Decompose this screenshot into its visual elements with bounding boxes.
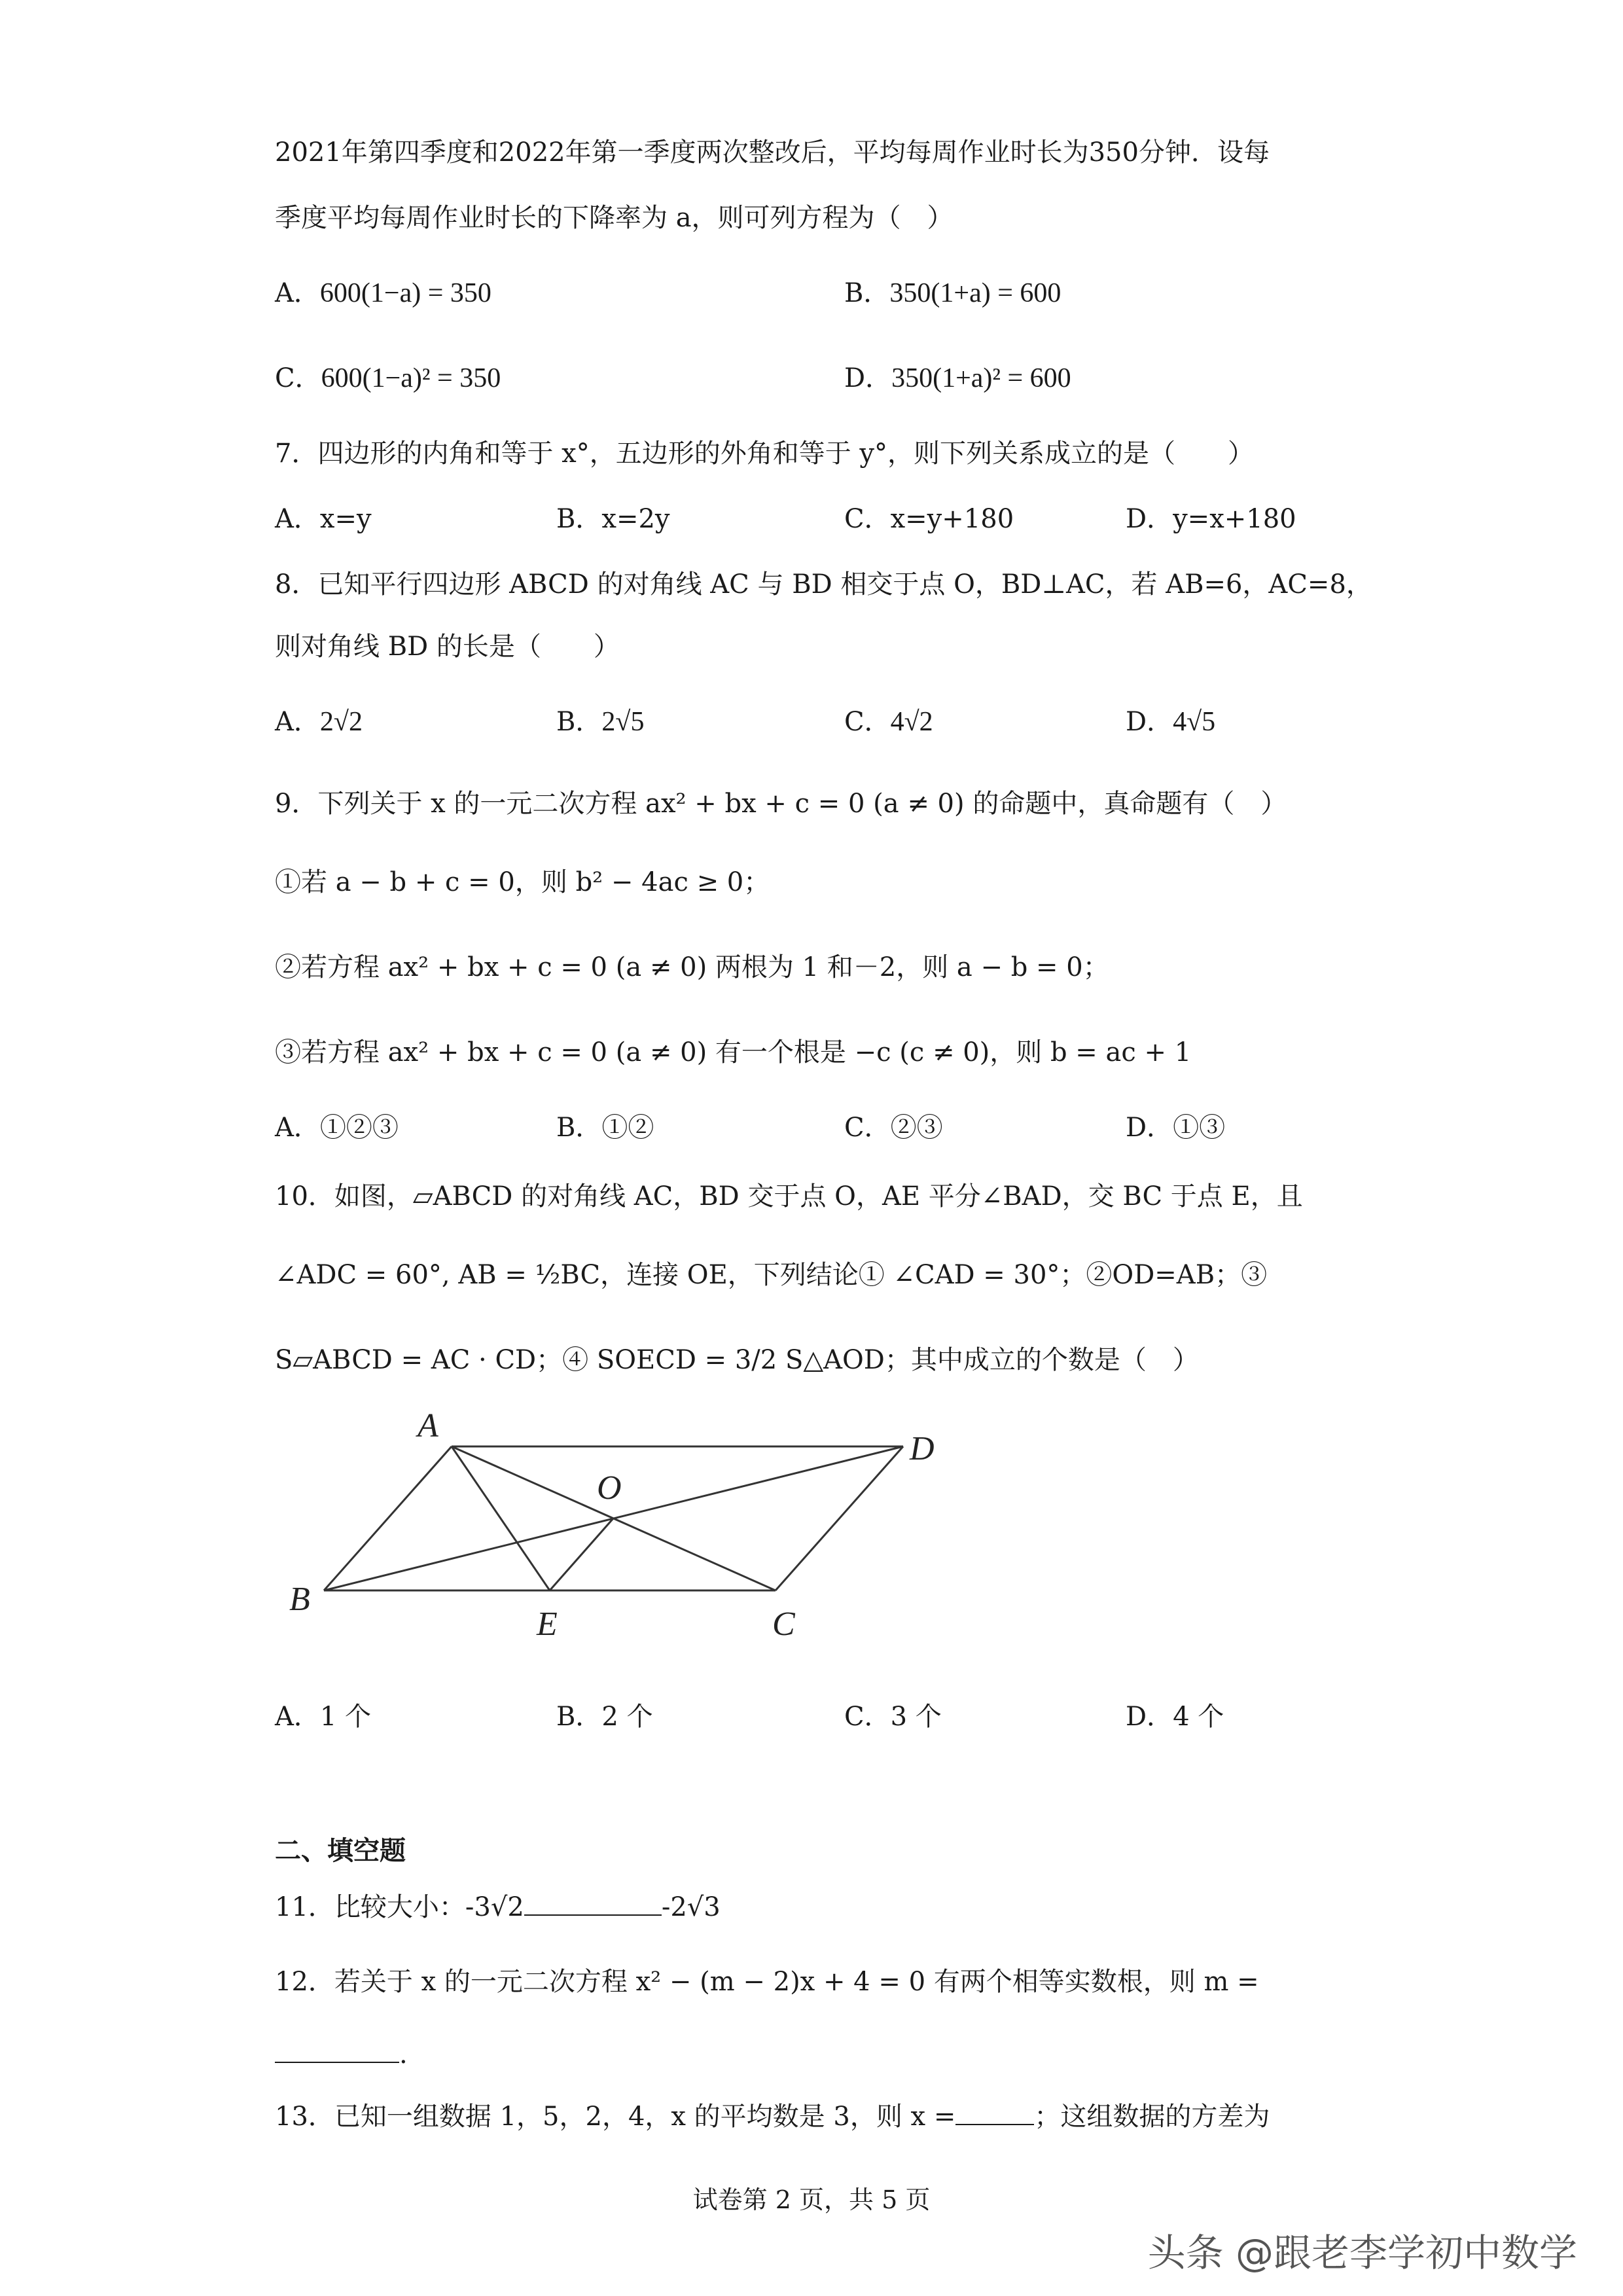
label-a: A <box>418 1407 438 1444</box>
q9-option-a <box>275 1109 399 1146</box>
option-label: C． <box>275 363 321 393</box>
q9-option-b <box>556 1109 654 1146</box>
option-expr: 1 个 <box>319 1702 372 1732</box>
option-expr: 4√2 <box>890 707 933 737</box>
q9-stem: 9．下列关于 x 的一元二次方程 ax² + bx + c = 0 (a ≠ 0) 的命题中，真命题有（ ） <box>275 789 1287 819</box>
q13 <box>275 2098 1270 2135</box>
option-expr: x=2y <box>601 504 670 534</box>
option-label: B． <box>556 504 602 534</box>
option-expr: 350(1+a) = 600 <box>889 278 1061 308</box>
q9-option-c <box>844 1109 943 1146</box>
q8-line2: 则对角线 BD 的长是（ ） <box>275 632 620 662</box>
option-label: D． <box>1126 1702 1173 1732</box>
q10-option-b <box>556 1698 653 1735</box>
segment-oe <box>550 1518 613 1590</box>
q7-option-a <box>275 501 372 537</box>
option-label: A． <box>275 1113 320 1143</box>
label-d: D <box>910 1430 935 1467</box>
q10-line3: S▱ABCD = AC · CD；④ SOECD = 3/2 S△AOD；其中成立的个数是（ ） <box>275 1345 1199 1375</box>
q13-right: ；这组数据的方差为 <box>1034 2102 1270 2132</box>
q6-line1: 2021年第四季度和2022年第一季度两次整改后，平均每周作业时长为350分钟．设每 <box>275 137 1270 168</box>
q10-line1: 10．如图，▱ABCD 的对角线 AC，BD 交于点 O，AE 平分∠BAD，交 BC 于点 E，且 <box>275 1181 1303 1211</box>
option-expr: 4√5 <box>1173 707 1216 737</box>
answer-blank[interactable] <box>275 2036 399 2063</box>
option-label: C． <box>844 1113 891 1143</box>
option-expr: 600(1−a)² = 350 <box>321 363 501 393</box>
option-label: B． <box>844 278 890 308</box>
q7-stem: 7．四边形的内角和等于 x°，五边形的外角和等于 y°，则下列关系成立的是（ ） <box>275 439 1255 469</box>
answer-blank[interactable] <box>955 2098 1034 2125</box>
q12-end: . <box>399 2039 408 2070</box>
q9-statement-1: ①若 a − b + c = 0，则 b² − 4ac ≥ 0； <box>275 867 770 897</box>
option-label: D． <box>1126 1113 1173 1143</box>
option-label: B． <box>556 1113 602 1143</box>
q8-option-d <box>1126 704 1215 740</box>
option-label: C． <box>844 504 891 534</box>
option-label: D． <box>844 363 892 393</box>
option-expr: ①②③ <box>319 1113 399 1143</box>
option-expr: 2 个 <box>601 1702 653 1732</box>
watermark: 头条 @跟老李学初中数学 <box>1147 2231 1577 2275</box>
q7-option-b <box>556 501 670 537</box>
option-label: B． <box>556 707 602 737</box>
q10-option-d <box>1126 1698 1224 1735</box>
answer-blank[interactable] <box>524 1888 662 1916</box>
q11 <box>275 1888 721 1926</box>
option-label: A． <box>275 1702 320 1732</box>
q8-option-c <box>844 704 933 740</box>
option-expr: y=x+180 <box>1173 504 1296 534</box>
q13-left: 13．已知一组数据 1，5，2，4，x 的平均数是 3，则 x = <box>275 2102 956 2132</box>
option-label: B． <box>556 1702 602 1732</box>
q12-answer-line <box>275 2036 408 2073</box>
q9-statement-2: ②若方程 ax² + bx + c = 0 (a ≠ 0) 两根为 1 和－2，则 a − b = 0； <box>275 952 1109 982</box>
q6-line2: 季度平均每周作业时长的下降率为 a，则可列方程为（ ） <box>275 203 954 233</box>
option-label: D． <box>1126 504 1173 534</box>
side-cd <box>776 1446 903 1590</box>
label-c: C <box>772 1605 795 1643</box>
q6-option-c <box>275 360 501 397</box>
option-label: A． <box>275 504 320 534</box>
diagonal-bd <box>324 1446 903 1590</box>
option-label: A． <box>275 278 320 308</box>
q11-right: -2√3 <box>661 1892 721 1922</box>
q8-line1: 8．已知平行四边形 ABCD 的对角线 AC 与 BD 相交于点 O，BD⊥AC，若 AB=6，AC=8， <box>275 569 1372 600</box>
option-expr: ①③ <box>1173 1113 1226 1143</box>
q10-option-a <box>275 1698 371 1735</box>
q9-option-d <box>1126 1109 1225 1146</box>
option-expr: 2√5 <box>601 707 645 737</box>
option-expr: 3 个 <box>890 1702 942 1732</box>
q6-option-b <box>844 275 1061 312</box>
option-expr: 350(1+a)² = 600 <box>891 363 1071 393</box>
q10-line2: ∠ADC = 60°, AB = ½BC，连接 OE，下列结论① ∠CAD = 30°；②OD=AB；③ <box>275 1260 1268 1290</box>
side-ab <box>324 1446 452 1590</box>
option-expr: x=y <box>319 504 372 534</box>
option-expr: ②③ <box>890 1113 943 1143</box>
page-footer: 试卷第 2 页，共 5 页 <box>692 2185 931 2214</box>
q12-stem: 12．若关于 x 的一元二次方程 x² − (m − 2)x + 4 = 0 有两个相等实数根，则 m = <box>275 1967 1259 1997</box>
label-b: B <box>289 1581 310 1618</box>
q7-option-c <box>844 501 1014 537</box>
option-expr: x=y+180 <box>890 504 1014 534</box>
label-e: E <box>537 1605 558 1643</box>
section-heading: 二、填空题 <box>275 1836 406 1866</box>
option-expr: 2√2 <box>319 707 363 737</box>
option-label: C． <box>844 1702 891 1732</box>
q9-statement-3: ③若方程 ax² + bx + c = 0 (a ≠ 0) 有一个根是 −c (c ≠ 0)，则 b = ac + 1 <box>275 1037 1192 1067</box>
option-expr: ①② <box>601 1113 654 1143</box>
q8-option-a <box>275 704 363 740</box>
q8-option-b <box>556 704 644 740</box>
option-label: D． <box>1126 707 1173 737</box>
option-expr: 600(1−a) = 350 <box>319 278 491 308</box>
q7-option-d <box>1126 501 1296 537</box>
option-label: A． <box>275 707 320 737</box>
q10-option-c <box>844 1698 942 1735</box>
option-label: C． <box>844 707 891 737</box>
q11-left: 11．比较大小：-3√2 <box>275 1892 524 1922</box>
q6-option-a <box>275 275 491 312</box>
q6-option-d <box>844 360 1071 397</box>
parallelogram-figure <box>275 1394 969 1643</box>
option-expr: 4 个 <box>1173 1702 1224 1732</box>
label-o: O <box>597 1469 622 1507</box>
